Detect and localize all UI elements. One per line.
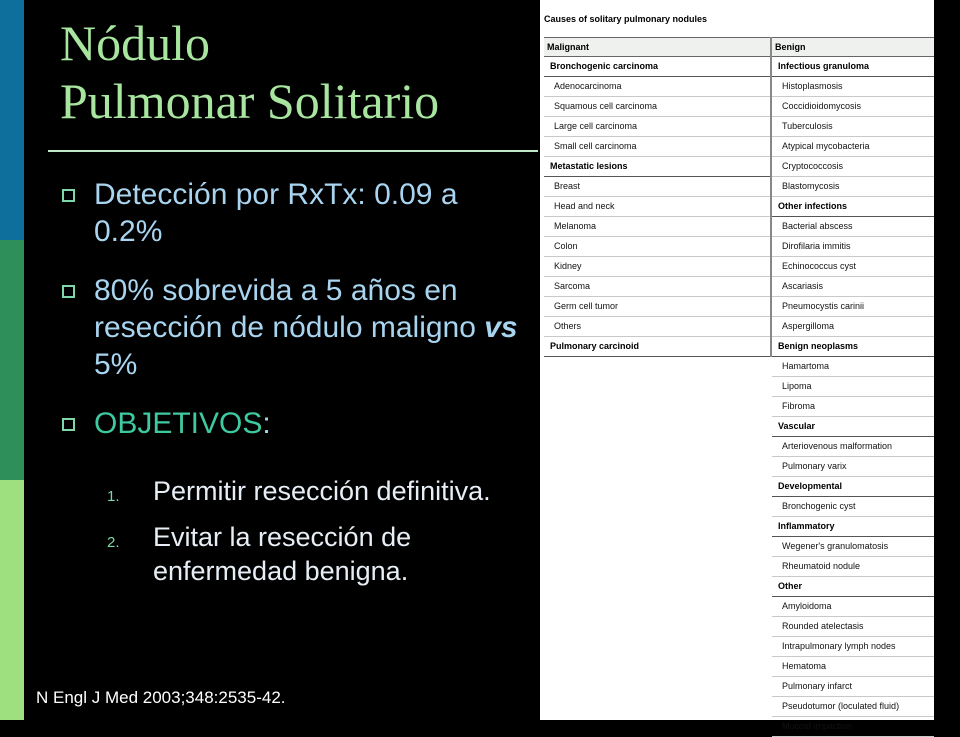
table-row: Squamous cell carcinoma	[544, 97, 770, 117]
table-title: Causes of solitary pulmonary nodules	[544, 14, 708, 24]
table-row: Tuberculosis	[772, 117, 934, 137]
objective-item	[95, 520, 535, 588]
table-row: Pulmonary infarct	[772, 677, 934, 697]
table-row: Histoplasmosis	[772, 77, 934, 97]
table-row: Breast	[544, 177, 770, 197]
bullet-objectives	[58, 405, 528, 442]
table-row: Cryptococcosis	[772, 157, 934, 177]
table-row: Arteriovenous malformation	[772, 437, 934, 457]
table-row: Melanoma	[544, 217, 770, 237]
objective-item	[95, 474, 535, 508]
table-row: Ascariasis	[772, 277, 934, 297]
benign-list	[772, 57, 934, 737]
citation: N Engl J Med 2003;348:2535-42.	[36, 688, 286, 707]
benign-header: Benign	[772, 37, 934, 57]
table-group-header: Vascular	[772, 417, 934, 437]
objective-text: Evitar la resección de enfermedad benigna.	[153, 522, 412, 586]
table-row: Colon	[544, 237, 770, 257]
table-row: Kidney	[544, 257, 770, 277]
square-bullet-icon	[62, 418, 75, 431]
objective-number: 2.	[107, 534, 120, 551]
bullet-survival-text: 80% sobrevida a 5 años en resección de nódulo maligno	[94, 274, 485, 344]
objectives-label: OBJETIVOS	[94, 407, 263, 440]
table-row: Hamartoma	[772, 357, 934, 377]
table-row: Rheumatoid nodule	[772, 557, 934, 577]
table-row: Others	[544, 317, 770, 337]
table-row: Pulmonary varix	[772, 457, 934, 477]
benign-column	[772, 37, 934, 737]
table-row: Head and neck	[544, 197, 770, 217]
table-row: Bronchogenic cyst	[772, 497, 934, 517]
table-group-header: Developmental	[772, 477, 934, 497]
table-group-header: Bronchogenic carcinoma	[544, 57, 770, 77]
table-row: Intrapulmonary lymph nodes	[772, 637, 934, 657]
title-line-2: Pulmonar Solitario	[60, 73, 440, 129]
objectives-list	[95, 474, 535, 600]
table-row: Small cell carcinoma	[544, 137, 770, 157]
accent-stripe-middle	[0, 240, 24, 480]
table-row: Wegener's granulomatosis	[772, 537, 934, 557]
square-bullet-icon	[62, 189, 75, 202]
bullet-detection	[58, 176, 528, 250]
bullet-list	[58, 176, 528, 464]
accent-stripe-bottom	[0, 480, 24, 720]
title-divider	[48, 150, 538, 152]
table-row: Sarcoma	[544, 277, 770, 297]
table-group-header: Other infections	[772, 197, 934, 217]
objective-text: Permitir resección definitiva.	[153, 476, 491, 506]
table-row: Rounded atelectasis	[772, 617, 934, 637]
table-group-header: Benign neoplasms	[772, 337, 934, 357]
title-line-1: Nódulo	[60, 15, 210, 71]
table-row: Large cell carcinoma	[544, 117, 770, 137]
table-row: Bacterial abscess	[772, 217, 934, 237]
table-row: Dirofilaria immitis	[772, 237, 934, 257]
table-row: Echinococcus cyst	[772, 257, 934, 277]
table-group-header: Metastatic lesions	[544, 157, 770, 177]
malignant-header: Malignant	[544, 37, 770, 57]
table-row: Aspergilloma	[772, 317, 934, 337]
bullet-survival-tail: 5%	[94, 348, 138, 381]
table-row: Lipoma	[772, 377, 934, 397]
table-row: Pneumocystis carinii	[772, 297, 934, 317]
table-group-header: Inflammatory	[772, 517, 934, 537]
bullet-survival	[58, 272, 528, 383]
slide-title	[60, 14, 530, 130]
table-row: Mucoid impaction	[772, 717, 934, 737]
table-group-header: Pulmonary carcinoid	[544, 337, 770, 357]
table-row: Hematoma	[772, 657, 934, 677]
table-row: Coccidioidomycosis	[772, 97, 934, 117]
nodule-causes-table	[540, 0, 934, 731]
objectives-colon: :	[262, 407, 271, 440]
table-row: Pseudotumor (loculated fluid)	[772, 697, 934, 717]
table-row: Adenocarcinoma	[544, 77, 770, 97]
table-group-header: Infectious granuloma	[772, 57, 934, 77]
bullet-detection-text: Detección por RxTx: 0.09 a 0.2%	[94, 178, 458, 248]
square-bullet-icon	[62, 285, 75, 298]
table-row: Fibroma	[772, 397, 934, 417]
bullet-survival-emphasis: vs	[484, 311, 518, 344]
table-row: Atypical mycobacteria	[772, 137, 934, 157]
table-row: Blastomycosis	[772, 177, 934, 197]
table-row: Germ cell tumor	[544, 297, 770, 317]
malignant-list	[544, 57, 770, 357]
objective-number: 1.	[107, 488, 120, 505]
malignant-column	[544, 37, 772, 357]
accent-stripe-top	[0, 0, 24, 240]
table-group-header: Other	[772, 577, 934, 597]
table-row: Amyloidoma	[772, 597, 934, 617]
